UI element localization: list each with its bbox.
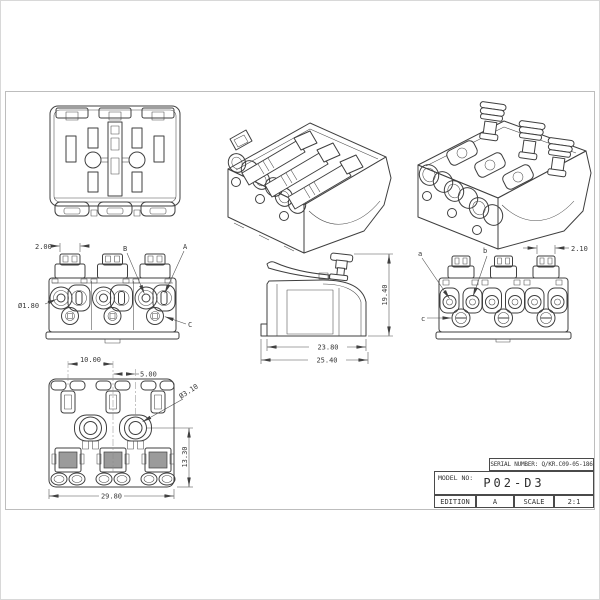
dim-text-23.80: 23.80	[317, 343, 339, 352]
dim-text-25.40: 25.40	[316, 356, 338, 365]
serial-number-text: SERIAL NUMBER: Q/KR.C09-05-186	[490, 461, 593, 468]
view-isometric-rear	[404, 91, 596, 251]
edition-value: A	[492, 497, 498, 506]
view-side	[251, 244, 401, 369]
bottom-feet	[55, 202, 175, 216]
side-body	[267, 280, 366, 336]
edition-value-cell	[476, 495, 514, 508]
view-isometric-front	[214, 83, 396, 255]
label-c: c	[421, 315, 426, 323]
view-housing-top-flat	[47, 102, 183, 222]
dim-29.80	[49, 489, 174, 501]
scale-value-cell	[554, 495, 594, 508]
housing-body	[439, 278, 568, 332]
bottom-funnels	[51, 473, 175, 485]
scale-label-cell	[514, 495, 554, 508]
top-tabs	[51, 381, 174, 390]
edition-label-cell	[434, 495, 476, 508]
dim-19.40	[354, 254, 393, 336]
view-top	[21, 353, 221, 503]
label-b: B	[123, 245, 128, 253]
dim-text-2.10: 2.10	[571, 245, 588, 253]
side-button	[328, 253, 353, 281]
dim-23.80	[267, 339, 366, 352]
plunger-right	[122, 128, 145, 192]
model-label: MODEL NO:	[438, 474, 474, 482]
serial-number-cell	[489, 458, 594, 471]
dim-text-3.10: Ø3.10	[177, 382, 200, 401]
dim-text-10.00: 10.00	[79, 356, 102, 364]
model-cell	[434, 471, 594, 495]
scale-label: SCALE	[523, 497, 545, 506]
dim-5.00	[114, 371, 157, 379]
title-block	[434, 458, 594, 508]
dim-text-5.00: 5.00	[140, 370, 157, 379]
scale-value: 2:1	[567, 497, 581, 506]
dim-text-29.80: 29.80	[100, 492, 123, 501]
dim-2.10	[523, 245, 588, 254]
label-c: C	[188, 321, 193, 329]
screws	[452, 309, 555, 327]
dim-text-13.30: 13.30	[181, 446, 189, 468]
dim-text-2.00: 2.00	[35, 243, 52, 251]
dim-25.40	[261, 339, 368, 365]
plunger-left	[85, 128, 108, 192]
view-rear	[409, 239, 599, 349]
buttons	[55, 254, 170, 278]
dim-2.00	[35, 243, 87, 252]
view-front	[16, 237, 208, 349]
dim-10.00	[68, 356, 113, 364]
test-ports	[62, 308, 164, 325]
buttons	[448, 256, 559, 278]
edition-label: EDITION	[440, 497, 470, 506]
dim-text-1.80: Ø1.80	[18, 302, 40, 310]
model-number: P02-D3	[483, 476, 545, 490]
dim-text-19.40: 19.40	[381, 284, 389, 306]
side-lever	[267, 262, 329, 279]
front-clip	[230, 130, 252, 150]
label-a: a	[418, 250, 423, 258]
label-b: b	[483, 247, 488, 255]
label-a: A	[183, 243, 188, 251]
